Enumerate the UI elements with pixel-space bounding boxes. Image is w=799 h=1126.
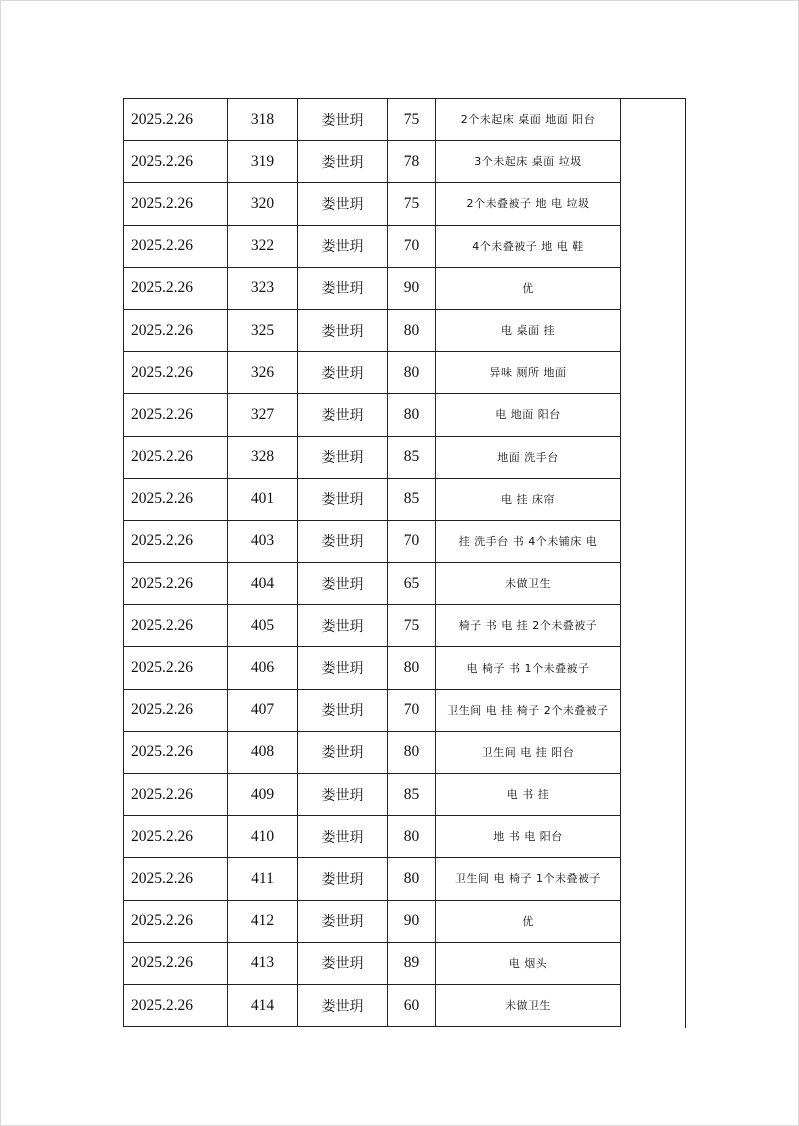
table-row	[124, 605, 621, 647]
remarks-cell: 2个未起床 桌面 地面 阳台	[436, 99, 621, 141]
date-cell: 2025.2.26	[124, 942, 228, 984]
table-row	[124, 183, 621, 225]
date-cell: 2025.2.26	[124, 731, 228, 773]
inspector-cell: 娄世玥	[298, 309, 388, 351]
table-row	[124, 689, 621, 731]
table-row	[124, 563, 621, 605]
date-cell: 2025.2.26	[124, 774, 228, 816]
remarks-cell: 电 挂 床帘	[436, 478, 621, 520]
table-row	[124, 984, 621, 1026]
score-cell: 75	[388, 183, 436, 225]
table-row	[124, 394, 621, 436]
date-cell: 2025.2.26	[124, 605, 228, 647]
room-number-cell: 403	[228, 520, 298, 562]
remarks-cell: 电 烟头	[436, 942, 621, 984]
side-column-top-border	[620, 98, 685, 99]
score-cell: 80	[388, 394, 436, 436]
date-cell: 2025.2.26	[124, 647, 228, 689]
inspector-cell: 娄世玥	[298, 563, 388, 605]
inspector-cell: 娄世玥	[298, 942, 388, 984]
score-cell: 85	[388, 478, 436, 520]
date-cell: 2025.2.26	[124, 309, 228, 351]
inspector-cell: 娄世玥	[298, 436, 388, 478]
room-number-cell: 405	[228, 605, 298, 647]
remarks-cell: 2个未叠被子 地 电 垃圾	[436, 183, 621, 225]
score-cell: 80	[388, 858, 436, 900]
score-cell: 80	[388, 731, 436, 773]
inspection-table	[123, 98, 621, 1027]
table-row	[124, 99, 621, 141]
score-cell: 80	[388, 647, 436, 689]
remarks-cell: 地面 洗手台	[436, 436, 621, 478]
table-row	[124, 774, 621, 816]
table-row	[124, 647, 621, 689]
score-cell: 80	[388, 309, 436, 351]
room-number-cell: 404	[228, 563, 298, 605]
date-cell: 2025.2.26	[124, 563, 228, 605]
remarks-cell: 卫生间 电 椅子 1个未叠被子	[436, 858, 621, 900]
inspector-cell: 娄世玥	[298, 647, 388, 689]
inspector-cell: 娄世玥	[298, 520, 388, 562]
inspector-cell: 娄世玥	[298, 183, 388, 225]
table-row	[124, 225, 621, 267]
score-cell: 89	[388, 942, 436, 984]
date-cell: 2025.2.26	[124, 478, 228, 520]
date-cell: 2025.2.26	[124, 141, 228, 183]
remarks-cell: 异味 厕所 地面	[436, 352, 621, 394]
inspector-cell: 娄世玥	[298, 605, 388, 647]
remarks-cell: 优	[436, 900, 621, 942]
table-row	[124, 436, 621, 478]
inspector-cell: 娄世玥	[298, 141, 388, 183]
room-number-cell: 413	[228, 942, 298, 984]
room-number-cell: 410	[228, 816, 298, 858]
inspector-cell: 娄世玥	[298, 900, 388, 942]
table-row	[124, 352, 621, 394]
inspector-cell: 娄世玥	[298, 267, 388, 309]
score-cell: 70	[388, 520, 436, 562]
room-number-cell: 412	[228, 900, 298, 942]
table-row	[124, 942, 621, 984]
table-row	[124, 858, 621, 900]
inspector-cell: 娄世玥	[298, 774, 388, 816]
table-row	[124, 141, 621, 183]
room-number-cell: 322	[228, 225, 298, 267]
remarks-cell: 优	[436, 267, 621, 309]
score-cell: 65	[388, 563, 436, 605]
remarks-cell: 卫生间 电 挂 阳台	[436, 731, 621, 773]
score-cell: 70	[388, 689, 436, 731]
date-cell: 2025.2.26	[124, 352, 228, 394]
score-cell: 60	[388, 984, 436, 1026]
remarks-cell: 椅子 书 电 挂 2个未叠被子	[436, 605, 621, 647]
room-number-cell: 326	[228, 352, 298, 394]
room-number-cell: 406	[228, 647, 298, 689]
score-cell: 85	[388, 774, 436, 816]
date-cell: 2025.2.26	[124, 858, 228, 900]
date-cell: 2025.2.26	[124, 816, 228, 858]
inspector-cell: 娄世玥	[298, 394, 388, 436]
table-row	[124, 478, 621, 520]
remarks-cell: 电 椅子 书 1个未叠被子	[436, 647, 621, 689]
room-number-cell: 407	[228, 689, 298, 731]
inspection-table-body	[124, 99, 621, 1027]
date-cell: 2025.2.26	[124, 436, 228, 478]
score-cell: 85	[388, 436, 436, 478]
date-cell: 2025.2.26	[124, 689, 228, 731]
remarks-cell: 电 桌面 挂	[436, 309, 621, 351]
inspector-cell: 娄世玥	[298, 689, 388, 731]
room-number-cell: 401	[228, 478, 298, 520]
inspector-cell: 娄世玥	[298, 984, 388, 1026]
room-number-cell: 318	[228, 99, 298, 141]
inspector-cell: 娄世玥	[298, 352, 388, 394]
remarks-cell: 未做卫生	[436, 984, 621, 1026]
side-column-right-border	[685, 98, 686, 1028]
score-cell: 90	[388, 267, 436, 309]
room-number-cell: 409	[228, 774, 298, 816]
room-number-cell: 320	[228, 183, 298, 225]
inspector-cell: 娄世玥	[298, 858, 388, 900]
remarks-cell: 未做卫生	[436, 563, 621, 605]
date-cell: 2025.2.26	[124, 225, 228, 267]
date-cell: 2025.2.26	[124, 984, 228, 1026]
score-cell: 78	[388, 141, 436, 183]
inspector-cell: 娄世玥	[298, 731, 388, 773]
room-number-cell: 408	[228, 731, 298, 773]
inspector-cell: 娄世玥	[298, 478, 388, 520]
room-number-cell: 411	[228, 858, 298, 900]
table-row	[124, 731, 621, 773]
remarks-cell: 4个未叠被子 地 电 鞋	[436, 225, 621, 267]
remarks-cell: 卫生间 电 挂 椅子 2个未叠被子	[436, 689, 621, 731]
score-cell: 75	[388, 605, 436, 647]
remarks-cell: 3个未起床 桌面 垃圾	[436, 141, 621, 183]
remarks-cell: 电 地面 阳台	[436, 394, 621, 436]
date-cell: 2025.2.26	[124, 520, 228, 562]
room-number-cell: 414	[228, 984, 298, 1026]
date-cell: 2025.2.26	[124, 99, 228, 141]
score-cell: 90	[388, 900, 436, 942]
room-number-cell: 323	[228, 267, 298, 309]
remarks-cell: 挂 洗手台 书 4个未铺床 电	[436, 520, 621, 562]
score-cell: 75	[388, 99, 436, 141]
room-number-cell: 325	[228, 309, 298, 351]
room-number-cell: 319	[228, 141, 298, 183]
remarks-cell: 电 书 挂	[436, 774, 621, 816]
inspector-cell: 娄世玥	[298, 816, 388, 858]
remarks-cell: 地 书 电 阳台	[436, 816, 621, 858]
score-cell: 80	[388, 816, 436, 858]
table-row	[124, 267, 621, 309]
date-cell: 2025.2.26	[124, 394, 228, 436]
inspector-cell: 娄世玥	[298, 99, 388, 141]
date-cell: 2025.2.26	[124, 900, 228, 942]
inspector-cell: 娄世玥	[298, 225, 388, 267]
score-cell: 80	[388, 352, 436, 394]
room-number-cell: 328	[228, 436, 298, 478]
table-row	[124, 309, 621, 351]
date-cell: 2025.2.26	[124, 267, 228, 309]
date-cell: 2025.2.26	[124, 183, 228, 225]
score-cell: 70	[388, 225, 436, 267]
table-row	[124, 900, 621, 942]
table-row	[124, 520, 621, 562]
room-number-cell: 327	[228, 394, 298, 436]
table-row	[124, 816, 621, 858]
